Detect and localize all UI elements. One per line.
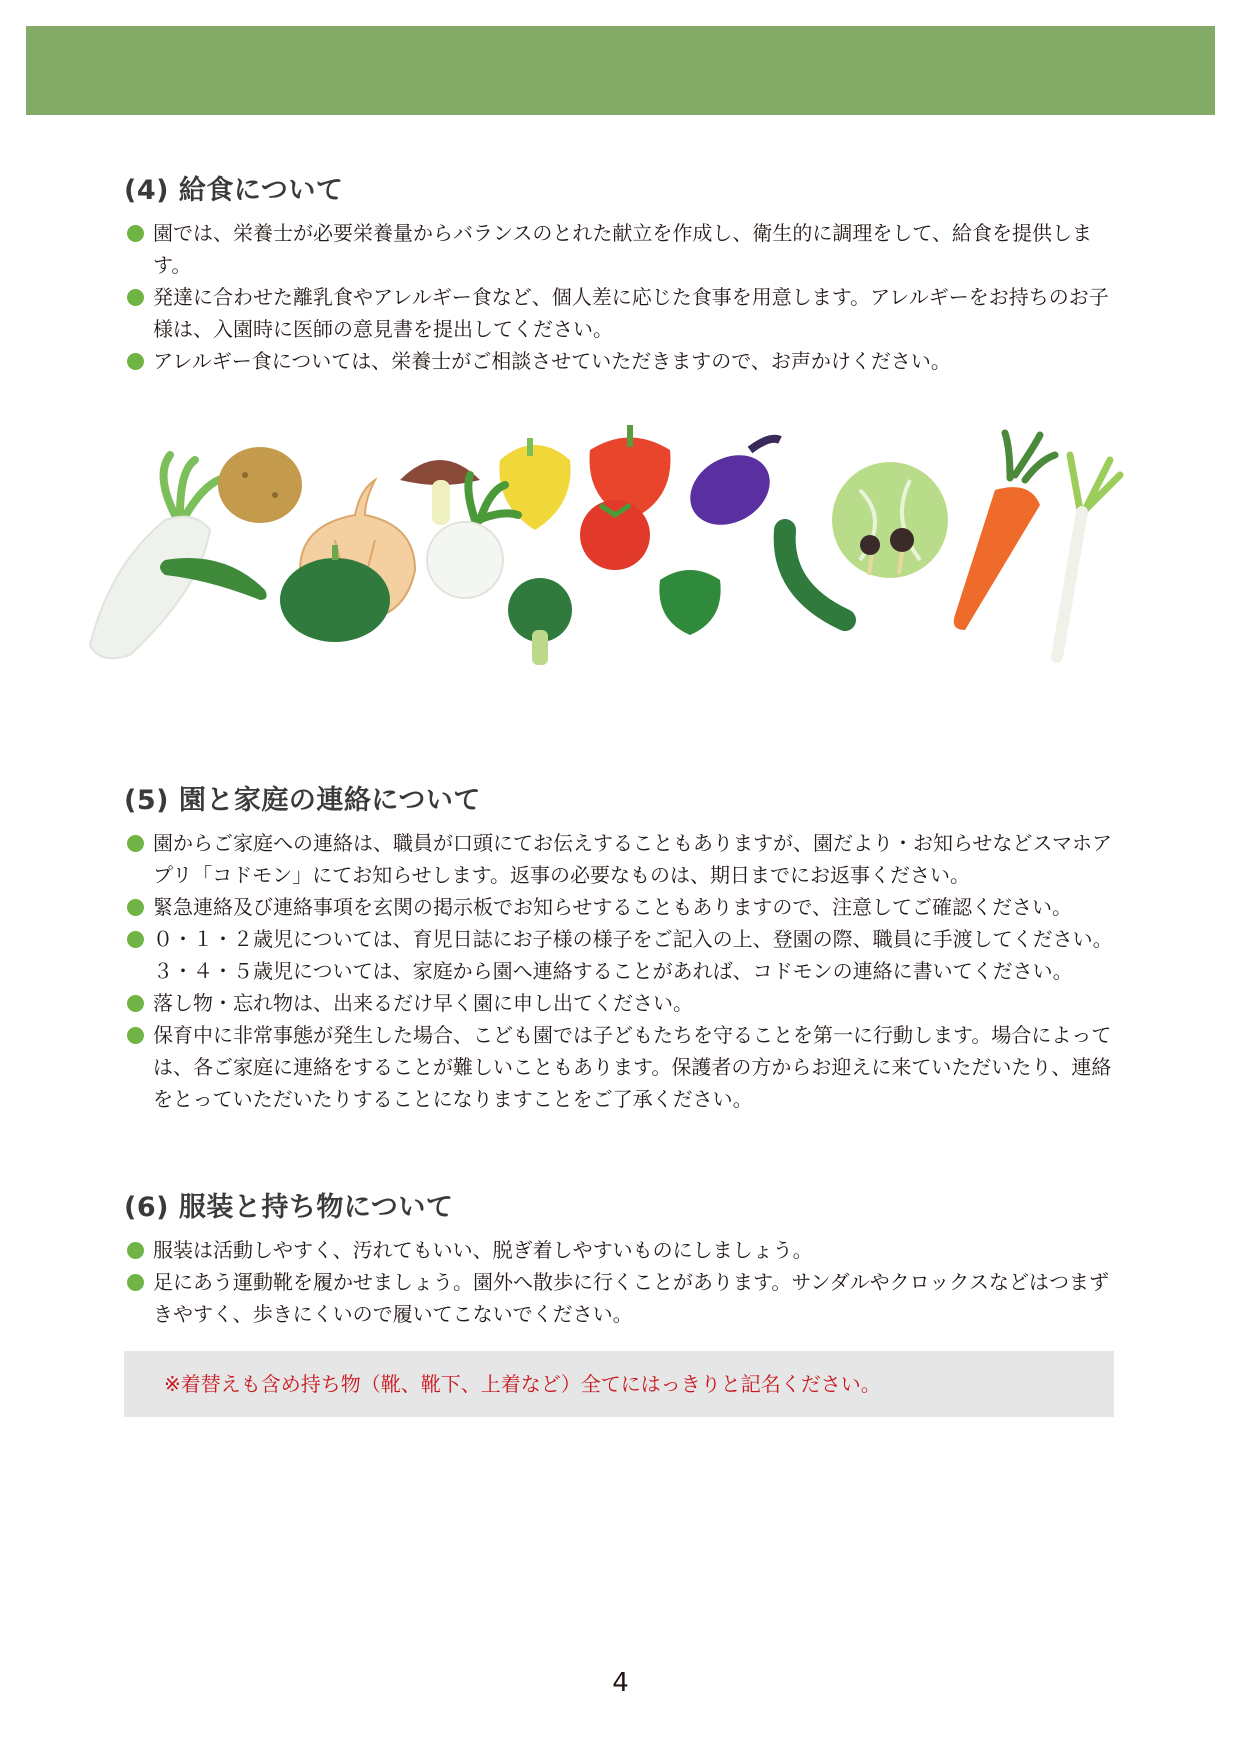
eggplant-icon [678,439,783,539]
list-item: 足にあう運動靴を履かせましょう。園外へ散歩に行くことがあります。サンダルやクロックスなどはつまずきやすく、歩きにくいので履いてこないでください。 [124,1266,1124,1330]
cabbage-icon [832,462,948,578]
list-item: 緊急連絡及び連絡事項を玄関の掲示板でお知らせすることもありますので、注意してご確認ください。 [124,891,1124,923]
daikon-icon [90,455,224,658]
bullet-list [124,1234,1124,1330]
list-item: 園からご家庭への連絡は、職員が口頭にてお伝えすることもありますが、園だより・お知らせなどスマホアプリ「コドモン」にてお知らせします。返事の必要なものは、期日までにお返事ください。 [124,827,1124,891]
potato-icon [218,447,302,523]
green-onion-icon [1057,455,1120,657]
list-item: 落し物・忘れ物は、出来るだけ早く園に申し出てください。 [124,987,1124,1019]
page-number: 4 [612,1668,629,1698]
list-item: 園では、栄養士が必要栄養量からバランスのとれた献立を作成し、衛生的に調理をして、給食を提供します。 [124,217,1124,281]
vegetables-illustration [80,420,1160,740]
section-title: (4) 給食について [124,175,344,206]
tomato-icon [580,500,650,570]
list-item: アレルギー食については、栄養士がご相談させていただきますので、お声かけください。 [124,345,1124,377]
section-clothing [124,1185,1124,1330]
notice-text: ※着替えも含め持ち物（靴、靴下、上着など）全てにはっきりと記名ください。 [164,1372,881,1396]
carrot-icon [954,433,1055,630]
section-contact [124,778,1124,1115]
section-title: (5) 園と家庭の連絡について [124,785,481,816]
list-item: 服装は活動しやすく、汚れてもいい、脱ぎ着しやすいものにしましょう。 [124,1234,1124,1266]
list-item: 保育中に非常事態が発生した場合、こども園では子どもたちを守ることを第一に行動します。場合によっては、各ご家庭に連絡をすることが難しいこともあります。保護者の方からお迎えに来ていただいたり、連絡をとっていただいたりすることになりますことをご了承ください。 [124,1019,1124,1115]
section-lunch [124,168,1124,377]
list-item: ０・１・２歳児については、育児日誌にお子様の様子をご記入の上、登園の際、職員に手渡してください。３・４・５歳児については、家庭から園へ連絡することがあれば、コドモンの連絡に書いてください。 [124,923,1124,987]
cucumber-icon [785,530,845,620]
bullet-list [124,827,1124,1115]
section-title: (6) 服装と持ち物について [124,1192,454,1223]
broccoli-icon [508,578,572,665]
green-pepper-icon [659,570,720,635]
header-band [26,26,1215,115]
notice-box [124,1351,1114,1417]
bullet-list [124,217,1124,377]
list-item: 発達に合わせた離乳食やアレルギー食など、個人差に応じた食事を用意します。アレルギーをお持ちのお子様は、入園時に医師の意見書を提出してください。 [124,281,1124,345]
